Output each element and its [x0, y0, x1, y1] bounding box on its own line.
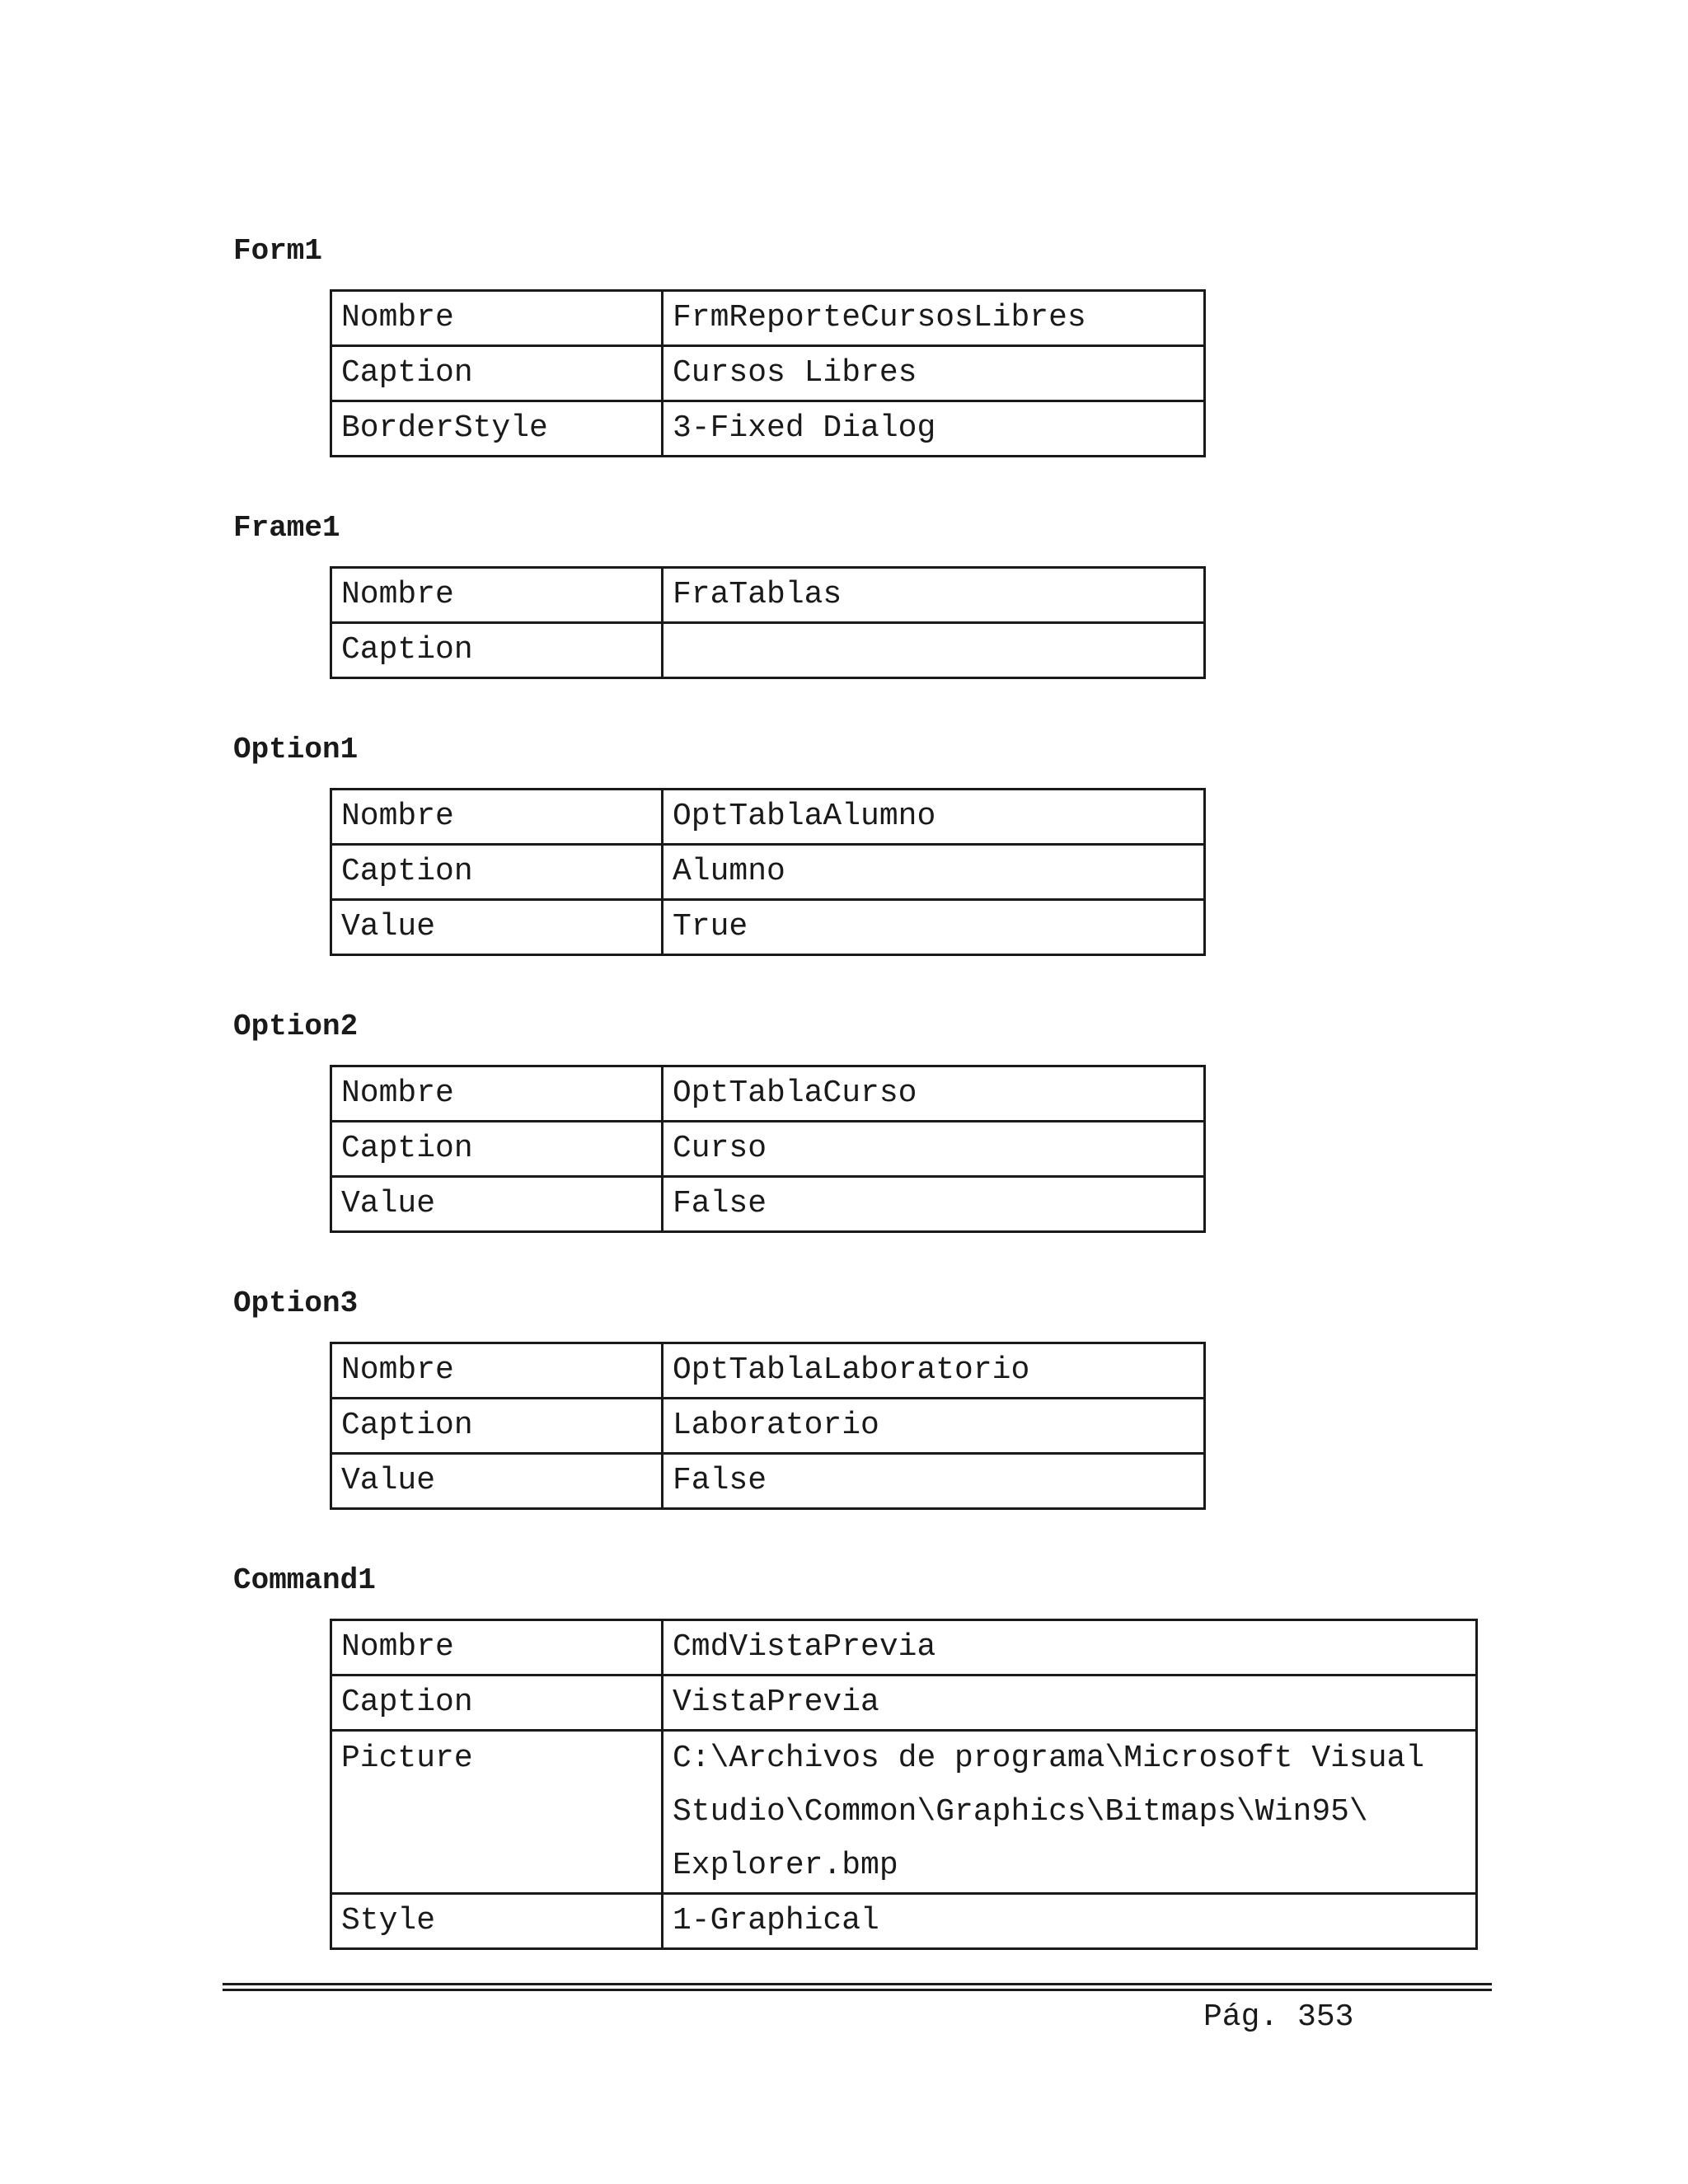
property-value: FraTablas [663, 568, 1205, 623]
value-line: C:\Archivos de programa\Microsoft Visual [673, 1741, 1425, 1776]
section-title: Option3 [233, 1286, 359, 1320]
section-title: Command1 [233, 1563, 376, 1597]
property-name: Nombre [331, 291, 663, 346]
property-value: False [663, 1177, 1205, 1232]
property-name: Caption [331, 623, 663, 678]
property-name: Nombre [331, 1343, 663, 1399]
table-row [331, 291, 1205, 346]
property-value: Laboratorio [663, 1399, 1205, 1454]
table-row [331, 401, 1205, 457]
property-name: Nombre [331, 568, 663, 623]
property-name: Caption [331, 346, 663, 401]
property-name: Caption [331, 1399, 663, 1454]
property-name: Nombre [331, 1066, 663, 1122]
table-row [331, 1620, 1477, 1675]
property-name: Value [331, 1454, 663, 1509]
table-row [331, 1177, 1205, 1232]
property-value: Cursos Libres [663, 346, 1205, 401]
property-value [663, 1731, 1477, 1894]
table-row [331, 1122, 1205, 1177]
table-row [331, 790, 1205, 845]
property-value: False [663, 1454, 1205, 1509]
properties-table [330, 788, 1206, 956]
properties-table [330, 1065, 1206, 1233]
property-value: CmdVistaPrevia [663, 1620, 1477, 1675]
property-name: Picture [331, 1731, 663, 1894]
property-name: Nombre [331, 1620, 663, 1675]
properties-table [330, 1619, 1478, 1950]
property-name: Caption [331, 845, 663, 900]
section-title: Option2 [233, 1010, 359, 1043]
property-value: OptTablaAlumno [663, 790, 1205, 845]
property-name: Style [331, 1894, 663, 1949]
property-value: FrmReporteCursosLibres [663, 291, 1205, 346]
property-value: OptTablaLaboratorio [663, 1343, 1205, 1399]
table-row [331, 845, 1205, 900]
table-row [331, 1454, 1205, 1509]
table-row [331, 1731, 1477, 1894]
property-value: OptTablaCurso [663, 1066, 1205, 1122]
footer-divider [223, 1983, 1492, 1985]
section-title: Frame1 [233, 511, 340, 545]
property-name: Value [331, 900, 663, 955]
property-name: Caption [331, 1122, 663, 1177]
property-value: Alumno [663, 845, 1205, 900]
table-row [331, 568, 1205, 623]
property-name: Nombre [331, 790, 663, 845]
property-name: BorderStyle [331, 401, 663, 457]
page-number: Pág. 353 [1203, 1999, 1354, 2035]
footer-divider [223, 1989, 1492, 1991]
value-line: Explorer.bmp [673, 1848, 898, 1883]
table-row [331, 1399, 1205, 1454]
property-value: 1-Graphical [663, 1894, 1477, 1949]
property-name: Caption [331, 1675, 663, 1731]
table-row [331, 1675, 1477, 1731]
table-row [331, 623, 1205, 678]
section-title: Option1 [233, 733, 359, 766]
properties-table [330, 566, 1206, 679]
property-value: Curso [663, 1122, 1205, 1177]
table-row [331, 1343, 1205, 1399]
table-row [331, 1894, 1477, 1949]
property-value: VistaPrevia [663, 1675, 1477, 1731]
property-name: Value [331, 1177, 663, 1232]
property-value: True [663, 900, 1205, 955]
properties-table [330, 1342, 1206, 1510]
table-row [331, 900, 1205, 955]
properties-table [330, 289, 1206, 457]
value-line: Studio\Common\Graphics\Bitmaps\Win95\ [673, 1794, 1368, 1830]
table-row [331, 1066, 1205, 1122]
property-value: 3-Fixed Dialog [663, 401, 1205, 457]
property-value [663, 623, 1205, 678]
section-title: Form1 [233, 234, 323, 268]
table-row [331, 346, 1205, 401]
